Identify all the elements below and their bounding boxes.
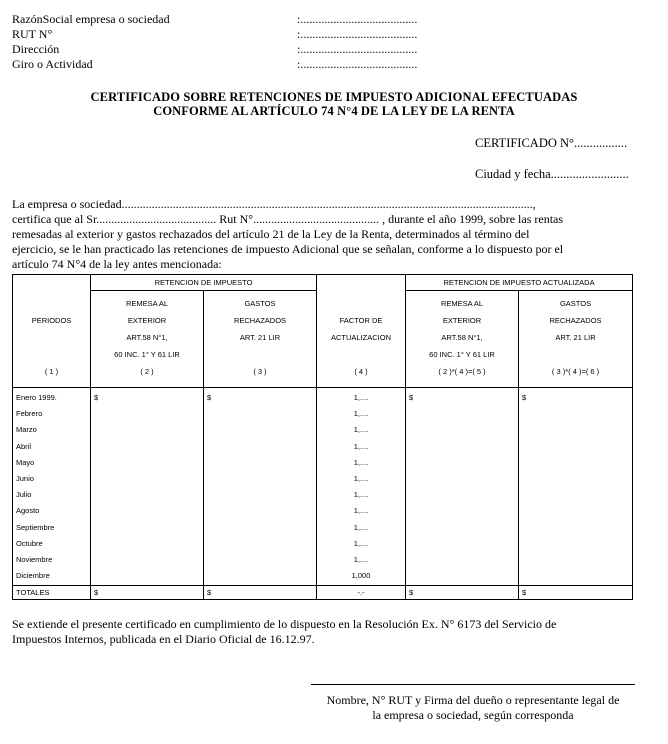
months-column [13, 388, 91, 586]
field-value-direccion: :....................................... [297, 42, 418, 56]
month-row-label: Agosto [16, 506, 40, 516]
month-row-label: Mayo [16, 457, 35, 467]
factor-row-value: 1,.... [353, 409, 369, 419]
col-header-gastos [204, 291, 317, 388]
corner-cell [13, 275, 91, 291]
gastos-l3: ART. 21 LIR [239, 333, 281, 342]
field-label-direccion: Dirección [12, 42, 60, 56]
group-header-actualizada: RETENCION DE IMPUESTO ACTUALIZADA [406, 275, 633, 291]
document-title-line1: CERTIFICADO SOBRE RETENCIONES DE IMPUESTO ADICIONAL EFECTUADAS [90, 90, 578, 104]
gastos-num: ( 3 ) [253, 367, 267, 376]
signature-caption [305, 693, 641, 723]
remesa-l1: REMESA AL [125, 299, 169, 308]
remesa-act-l3: ART.58 N°1, [441, 333, 483, 342]
month-row-label: Octubre [16, 538, 43, 548]
ciudad-fecha: Ciudad y fecha......................... [475, 167, 629, 181]
footer-line: Se extiende el presente certificado en cumplimiento de lo dispuesto en la Resolución Ex. N° 6173 del Servicio de [12, 617, 557, 631]
remesa-act-l1: REMESA AL [440, 299, 484, 308]
document-title-line2: CONFORME AL ARTÍCULO 74 N°4 DE LA LEY DE LA RENTA [153, 104, 515, 118]
gastos-act-l1: GASTOS [559, 299, 592, 308]
field-label-razon-social: RazónSocial empresa o sociedad [12, 12, 170, 26]
month-row-label: Febrero [16, 409, 43, 419]
totals-factor: -.- [317, 586, 406, 600]
month-row-label: Abril [16, 441, 32, 451]
month-row-label: Marzo [16, 425, 37, 435]
certificado-number: CERTIFICADO N°................. [475, 136, 628, 150]
totals-gastos: $ [204, 586, 317, 600]
periodos-title: PERIODOS [31, 315, 72, 325]
factor-top-cell [317, 275, 406, 291]
periodos-num: ( 1 ) [44, 366, 59, 376]
remesa-act-l4: 60 INC. 1° Y 61 LIR [429, 350, 495, 359]
signature-line [311, 684, 635, 685]
field-label-rut: RUT N° [12, 27, 53, 41]
gastos-l2: RECHAZADOS [233, 316, 287, 325]
totals-label: TOTALES [13, 586, 91, 600]
body-line: artículo 74 N°4 de la ley antes mencionada: [12, 257, 222, 271]
remesa-l3: ART.58 N°1, [126, 333, 168, 342]
field-value-giro: :....................................... [297, 57, 418, 71]
signature-caption-line: la empresa o sociedad, según corresponda [372, 708, 574, 722]
body-line: La empresa o sociedad........................................................................................................................................., [12, 197, 536, 211]
col-header-remesa-act [406, 291, 519, 388]
col-header-gastos-act [519, 291, 633, 388]
month-row-label: Julio [16, 490, 32, 500]
remesa-num: ( 2 ) [140, 367, 154, 376]
factor-l1: FACTOR DE [339, 315, 383, 325]
remesa-act-data-cell: $ [406, 388, 519, 586]
col-header-factor [317, 291, 406, 388]
remesa-data-cell: $ [91, 388, 204, 586]
factor-row-value: 1,000 [351, 571, 371, 581]
remesa-l2: EXTERIOR [127, 316, 167, 325]
factor-row-value: 1,.... [353, 457, 369, 467]
gastos-act-data-cell: $ [519, 388, 633, 586]
factor-row-value: 1,.... [353, 441, 369, 451]
gastos-l1: GASTOS [244, 299, 276, 308]
factor-row-value: 1,.... [353, 393, 369, 402]
remesa-act-num: ( 2 )*( 4 )=( 5 ) [438, 367, 486, 376]
col-header-remesa [91, 291, 204, 388]
factors-column [317, 388, 406, 586]
body-line: ejercicio, se le han practicado las retenciones de impuesto Adicional que se señalan, conforme a lo dispuesto por el [12, 242, 564, 256]
factor-row-value: 1,.... [353, 554, 369, 564]
totals-gastos-act: $ [519, 586, 633, 600]
field-label-giro: Giro o Actividad [12, 57, 93, 71]
factor-row-value: 1,.... [353, 490, 369, 500]
totals-remesa-act: $ [406, 586, 519, 600]
gastos-act-l2: RECHAZADOS [549, 316, 602, 325]
month-row-label: Septiembre [16, 522, 55, 532]
factor-row-value: 1,.... [353, 425, 369, 435]
factor-l2: ACTUALIZACION [331, 332, 392, 342]
field-value-rut: :....................................... [297, 27, 418, 41]
month-row-label: Diciembre [16, 571, 50, 581]
gastos-act-l3: ART. 21 LIR [555, 333, 596, 342]
month-row-label: Junio [16, 473, 34, 483]
body-line: certifica que al Sr........................................ Rut N°.......................................... , durante el año 1999, sobre las rentas [12, 212, 564, 226]
month-row-label: Noviembre [16, 554, 53, 564]
retention-table [12, 274, 633, 600]
col-header-periodos [13, 291, 91, 388]
group-header-retencion: RETENCION DE IMPUESTO [91, 275, 317, 291]
body-line: remesadas al exterior y gastos rechazados del artículo 21 de la Ley de la Renta, determinados al término del [12, 227, 530, 241]
field-value-razon-social: :....................................... [297, 12, 418, 26]
signature-caption-line: Nombre, N° RUT y Firma del dueño o representante legal de [326, 693, 620, 707]
remesa-l4: 60 INC. 1° Y 61 LIR [114, 350, 180, 359]
gastos-data-cell: $ [204, 388, 317, 586]
factor-row-value: 1,.... [353, 538, 369, 548]
totals-remesa: $ [91, 586, 204, 600]
factor-num: ( 4 ) [354, 366, 368, 376]
factor-row-value: 1,.... [353, 506, 369, 516]
gastos-act-num: ( 3 )*( 4 )=( 6 ) [551, 367, 600, 376]
remesa-act-l2: EXTERIOR [442, 316, 482, 325]
factor-row-value: 1,.... [353, 522, 369, 532]
factor-row-value: 1,.... [353, 473, 369, 483]
footer-line: Impuestos Internos, publicada en el Diario Oficial de 16.12.97. [12, 632, 315, 646]
month-row-label: Enero 1999. [16, 393, 57, 402]
